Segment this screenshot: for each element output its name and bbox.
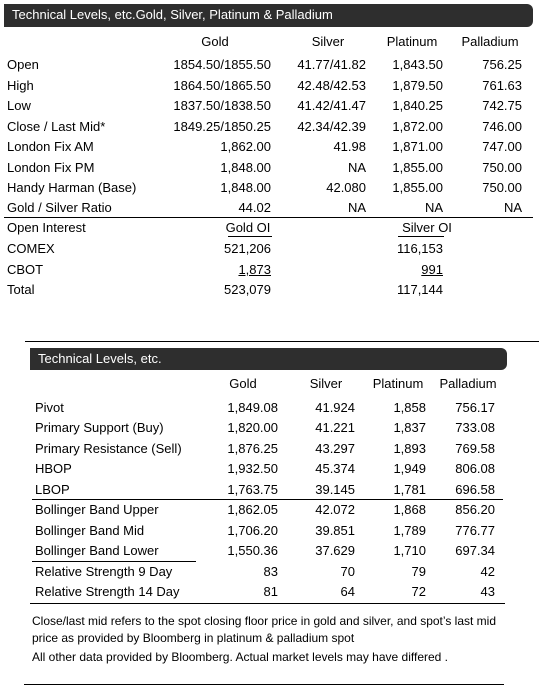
silver-value: 70 (340, 564, 355, 579)
row-label: London Fix PM (7, 160, 95, 175)
platinum-value: 1,855.00 (392, 180, 443, 195)
palladium-value: 696.58 (455, 482, 495, 497)
gold-value: 1864.50/1865.50 (173, 78, 271, 93)
platinum-value: 1,949 (393, 461, 426, 476)
page-bottom-rule (24, 684, 504, 685)
silver-value: 41.42/41.47 (297, 98, 366, 113)
section1-column-headers (0, 32, 539, 52)
row-label: Relative Strength 14 Day (35, 584, 180, 599)
platinum-value: 1,871.00 (392, 139, 443, 154)
technical-level-row (0, 562, 539, 582)
technical-level-row (0, 500, 539, 520)
gold-value: 1,848.00 (220, 160, 271, 175)
silver-value: NA (347, 200, 366, 215)
oi-row-label: Total (7, 282, 35, 297)
table-row (0, 76, 539, 96)
technical-level-row (0, 418, 539, 438)
platinum-value: 1,840.25 (392, 98, 443, 113)
platinum-value: 72 (411, 584, 426, 599)
platinum-value: 1,837 (393, 420, 426, 435)
silver-value: 41.924 (315, 400, 355, 415)
row-label: High (7, 78, 34, 93)
silver-value: 37.629 (315, 543, 355, 558)
silver-value: 42.080 (326, 180, 366, 195)
section2-divider (32, 499, 503, 500)
technical-level-row (0, 582, 539, 602)
section2-title: Technical Levels, etc. (38, 351, 162, 366)
gold-value: 1,706.20 (227, 523, 278, 538)
section2-top-rule (25, 341, 539, 342)
gold-value: 1854.50/1855.50 (173, 57, 271, 72)
silver-oi-underline (398, 236, 444, 237)
gold-value: 1837.50/1838.50 (173, 98, 271, 113)
open-interest-row (0, 239, 539, 259)
row-label: LBOP (35, 482, 70, 497)
technical-level-row (0, 480, 539, 500)
palladium-value: 746.00 (482, 119, 522, 134)
platinum-value: 1,855.00 (392, 160, 443, 175)
platinum-value: NA (424, 200, 443, 215)
silver-value: NA (347, 160, 366, 175)
row-label: London Fix AM (7, 139, 94, 154)
open-interest-row (0, 260, 539, 280)
silver-value: 43.297 (315, 441, 355, 456)
gold-oi-underline (228, 236, 272, 237)
palladium-value: 756.25 (482, 57, 522, 72)
gold-oi-value: 521,206 (224, 241, 271, 256)
s2-col-header-gold: Gold (229, 376, 257, 391)
table-row (0, 158, 539, 178)
row-label: Handy Harman (Base) (7, 180, 137, 195)
silver-value: 45.374 (315, 461, 355, 476)
palladium-value: 756.17 (455, 400, 495, 415)
silver-value: 64 (340, 584, 355, 599)
footnote-line-3: All other data provided by Bloomberg. Actual market levels may have differed . (32, 650, 448, 664)
s2-col-header-silver: Silver (309, 376, 343, 391)
section1-title: Technical Levels, etc.Gold, Silver, Platinum & Palladium (12, 7, 333, 22)
platinum-value: 1,781 (393, 482, 426, 497)
platinum-value: 1,868 (393, 502, 426, 517)
silver-value: 41.98 (333, 139, 366, 154)
silver-oi-header: Silver OI (402, 220, 452, 235)
silver-value: 41.221 (315, 420, 355, 435)
oi-row-label: COMEX (7, 241, 55, 256)
row-label: Bollinger Band Upper (35, 502, 159, 517)
technical-level-row (0, 541, 539, 561)
table-row (0, 178, 539, 198)
platinum-value: 79 (411, 564, 426, 579)
gold-value: 1,862.05 (227, 502, 278, 517)
row-label: Primary Resistance (Sell) (35, 441, 182, 456)
table-row (0, 55, 539, 75)
row-label: Relative Strength 9 Day (35, 564, 173, 579)
open-interest-label: Open Interest (7, 220, 86, 235)
s2-col-header-platinum: Platinum (372, 376, 424, 391)
silver-oi-value: 116,153 (396, 241, 443, 256)
silver-value: 39.851 (315, 523, 355, 538)
gold-value: 81 (263, 584, 278, 599)
platinum-value: 1,893 (393, 441, 426, 456)
gold-value: 1,820.00 (227, 420, 278, 435)
palladium-value: 43 (480, 584, 495, 599)
section2-header (30, 348, 507, 370)
palladium-value: 750.00 (482, 180, 522, 195)
open-interest-header-row (0, 218, 539, 238)
s2-col-header-palladium: Palladium (439, 376, 497, 391)
palladium-value: NA (503, 200, 522, 215)
platinum-value: 1,843.50 (392, 57, 443, 72)
palladium-value: 697.34 (455, 543, 495, 558)
gold-oi-value: 523,079 (224, 282, 271, 297)
silver-value: 39.145 (315, 482, 355, 497)
gold-value: 1,550.36 (227, 543, 278, 558)
silver-oi-value: 991 (421, 262, 443, 277)
technical-level-row (0, 439, 539, 459)
row-label: Low (7, 98, 31, 113)
gold-value: 44.02 (238, 200, 271, 215)
palladium-value: 761.63 (482, 78, 522, 93)
row-label: HBOP (35, 461, 72, 476)
table-row (0, 96, 539, 116)
footnote-line-1: Close/last mid refers to the spot closing floor price in gold and silver, and spot’s last mid (32, 614, 497, 628)
col-header-platinum: Platinum (386, 34, 438, 49)
palladium-value: 776.77 (455, 523, 495, 538)
row-label: Close / Last Mid* (7, 119, 106, 134)
row-label: Pivot (35, 400, 64, 415)
gold-value: 1,932.50 (227, 461, 278, 476)
gold-value: 1,862.00 (220, 139, 271, 154)
technical-level-row (0, 398, 539, 418)
silver-value: 41.77/41.82 (297, 57, 366, 72)
palladium-value: 750.00 (482, 160, 522, 175)
footnote-line-2: price as provided by Bloomberg in platinum & palladium spot (32, 631, 355, 645)
row-label: Bollinger Band Mid (35, 523, 145, 538)
platinum-value: 1,789 (393, 523, 426, 538)
platinum-value: 1,879.50 (392, 78, 443, 93)
silver-value: 42.34/42.39 (297, 119, 366, 134)
palladium-value: 856.20 (455, 502, 495, 517)
gold-value: 1849.25/1850.25 (173, 119, 271, 134)
palladium-value: 769.58 (455, 441, 495, 456)
row-label: Open (7, 57, 39, 72)
gold-value: 1,848.00 (220, 180, 271, 195)
section2-rs-divider (32, 561, 196, 562)
palladium-value: 747.00 (482, 139, 522, 154)
gold-value: 1,849.08 (227, 400, 278, 415)
row-label: Primary Support (Buy) (35, 420, 164, 435)
gold-oi-value: 1,873 (238, 262, 271, 277)
section1-header (4, 4, 533, 27)
open-interest-row (0, 280, 539, 300)
gold-value: 1,763.75 (227, 482, 278, 497)
silver-value: 42.072 (315, 502, 355, 517)
gold-oi-header: Gold OI (225, 220, 271, 235)
gold-value: 83 (263, 564, 278, 579)
silver-value: 42.48/42.53 (297, 78, 366, 93)
row-label: Gold / Silver Ratio (7, 200, 112, 215)
col-header-silver: Silver (311, 34, 345, 49)
silver-oi-value: 117,144 (396, 282, 443, 297)
platinum-value: 1,710 (393, 543, 426, 558)
oi-row-label: CBOT (7, 262, 44, 277)
palladium-value: 42 (480, 564, 495, 579)
col-header-palladium: Palladium (461, 34, 519, 49)
gold-value: 1,876.25 (227, 441, 278, 456)
palladium-value: 733.08 (455, 420, 495, 435)
palladium-value: 806.08 (455, 461, 495, 476)
section2-column-headers (0, 374, 539, 394)
platinum-value: 1,872.00 (392, 119, 443, 134)
platinum-value: 1,858 (393, 400, 426, 415)
row-label: Bollinger Band Lower (35, 543, 159, 558)
section2-bottom-rule (30, 603, 505, 604)
technical-level-row (0, 459, 539, 479)
technical-level-row (0, 521, 539, 541)
table-row (0, 137, 539, 157)
table-row (0, 117, 539, 137)
table-row (0, 198, 539, 218)
col-header-gold: Gold (201, 34, 229, 49)
palladium-value: 742.75 (482, 98, 522, 113)
